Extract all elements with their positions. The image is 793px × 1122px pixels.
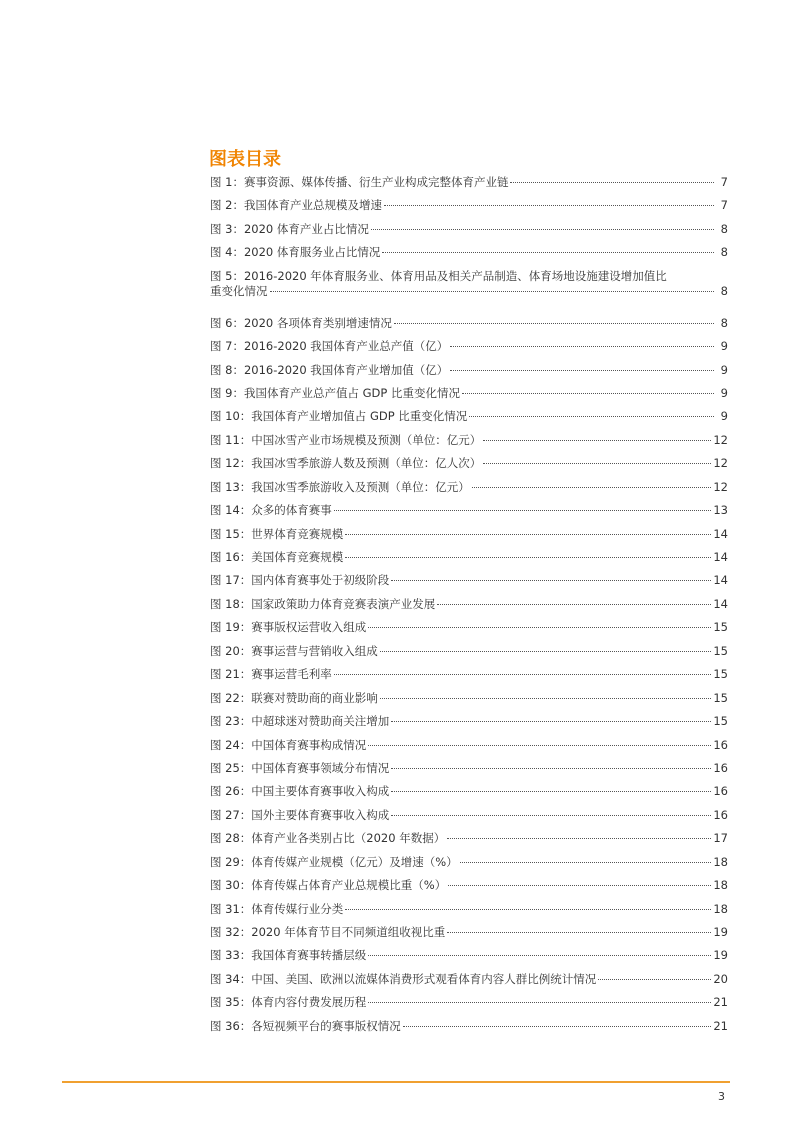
toc-entry[interactable]: [210, 738, 728, 761]
dot-leader: [391, 814, 711, 816]
toc-entry-label-continued: 重变化情况: [210, 283, 268, 298]
toc-entry-label: 图 12：我国冰雪季旅游人数及预测（单位：亿人次）: [210, 456, 482, 471]
toc-entry[interactable]: [210, 644, 728, 667]
toc-entry-label: 图 2：我国体育产业总规模及增速: [210, 198, 382, 213]
dot-leader: [447, 931, 711, 933]
toc-entry-label: 图 8：2016-2020 我国体育产业增加值（亿）: [210, 362, 449, 377]
dot-leader: [598, 978, 711, 980]
dot-leader: [448, 884, 711, 886]
toc-entry[interactable]: [210, 550, 728, 573]
toc-entry[interactable]: [210, 948, 728, 971]
toc-entry-label: 图 30：体育传媒占体育产业总规模比重（%）: [210, 878, 447, 893]
toc-entry-label: 图 16：美国体育竞赛规模: [210, 550, 344, 565]
toc-entry-label: 图 15：世界体育竞赛规模: [210, 526, 344, 541]
toc-entry-page: 8: [720, 221, 728, 236]
toc-entry-label: 图 22：联赛对赞助商的商业影响: [210, 690, 378, 705]
toc-entry-label: 图 13：我国冰雪季旅游收入及预测（单位：亿元）: [210, 479, 470, 494]
toc-entry[interactable]: [210, 316, 728, 339]
toc-entry[interactable]: [210, 878, 728, 901]
toc-entry-label: 图 18：国家政策助力体育竞赛表演产业发展: [210, 596, 436, 611]
toc-entry-page: 12: [713, 456, 728, 471]
toc-entry[interactable]: [210, 339, 728, 362]
dot-leader: [450, 345, 714, 347]
toc-entry-page: 8: [720, 245, 728, 260]
toc-entry-page: 8: [720, 283, 728, 298]
toc-entry-label: 图 5：2016-2020 年体育服务业、体育用品及相关产品制造、体育场地设施建设增加值比: [210, 268, 667, 283]
dot-leader: [391, 767, 711, 769]
dot-leader: [382, 251, 714, 253]
toc-entry[interactable]: [210, 925, 728, 948]
toc-entry[interactable]: [210, 1019, 728, 1042]
toc-entry[interactable]: [210, 503, 728, 526]
toc-entry-label: 图 34：中国、美国、欧洲以流媒体消费形式观看体育内容人群比例统计情况: [210, 971, 597, 986]
toc-entry-page: 14: [713, 596, 728, 611]
toc-entry-page: 17: [713, 831, 728, 846]
toc-entry-page: 9: [720, 339, 728, 354]
toc-entry-page: 19: [713, 948, 728, 963]
dot-leader: [483, 439, 711, 441]
toc-entry-page: 8: [720, 315, 728, 330]
toc-entry-label: 图 23：中超球迷对赞助商关注增加: [210, 714, 390, 729]
toc-entry[interactable]: [210, 691, 728, 714]
toc-entry-page: 18: [713, 901, 728, 916]
toc-entry-label: 图 19：赛事版权运营收入组成: [210, 620, 367, 635]
toc-entry[interactable]: [210, 808, 728, 831]
toc-entry-label: 图 35：体育内容付费发展历程: [210, 995, 367, 1010]
dot-leader: [334, 673, 712, 675]
toc-entry-page: 15: [713, 667, 728, 682]
toc-entry[interactable]: [210, 995, 728, 1018]
toc-entry[interactable]: [210, 620, 728, 643]
toc-entry-page: 14: [713, 526, 728, 541]
dot-leader: [345, 533, 711, 535]
toc-entry-page: 16: [713, 784, 728, 799]
toc-entry[interactable]: [210, 573, 728, 596]
toc-entry-page: 12: [713, 432, 728, 447]
dot-leader: [510, 181, 714, 183]
toc-entry-page: 16: [713, 737, 728, 752]
toc-entry-page: 15: [713, 714, 728, 729]
toc-entry-label: 图 17：国内体育赛事处于初级阶段: [210, 573, 390, 588]
dot-leader: [391, 720, 711, 722]
toc-entry[interactable]: [210, 597, 728, 620]
dot-leader: [472, 486, 712, 488]
toc-entry[interactable]: [210, 269, 728, 308]
toc-entry-label: 图 21：赛事运营毛利率: [210, 667, 332, 682]
toc-entry-label: 图 32：2020 年体育节目不同频道组收视比重: [210, 925, 446, 940]
toc-entry-page: 15: [713, 690, 728, 705]
toc-entry-label: 图 14：众多的体育赛事: [210, 503, 332, 518]
dot-leader: [345, 908, 711, 910]
dot-leader: [460, 861, 712, 863]
toc-entry-label: 图 31：体育传媒行业分类: [210, 901, 344, 916]
toc-entry-label: 图 6：2020 各项体育类别增速情况: [210, 315, 392, 330]
toc-entry-label: 图 25：中国体育赛事领域分布情况: [210, 760, 390, 775]
dot-leader: [380, 650, 712, 652]
dot-leader: [380, 697, 712, 699]
toc-entry-label: 图 4：2020 体育服务业占比情况: [210, 245, 381, 260]
toc-entry[interactable]: [210, 409, 728, 432]
toc-entry-label: 图 20：赛事运营与营销收入组成: [210, 643, 378, 658]
toc-entry[interactable]: [210, 714, 728, 737]
toc-entry-page: 14: [713, 550, 728, 565]
toc-entry-page: 16: [713, 760, 728, 775]
toc-entry-page: 13: [713, 503, 728, 518]
toc-entry[interactable]: [210, 972, 728, 995]
dot-leader: [371, 228, 714, 230]
toc-entry[interactable]: [210, 831, 728, 854]
toc-entry-page: 15: [713, 620, 728, 635]
dot-leader: [469, 415, 714, 417]
toc-entry-page: 16: [713, 807, 728, 822]
dot-leader: [368, 626, 711, 628]
toc-entry-label: 图 1：赛事资源、媒体传播、衍生产业构成完整体育产业链: [210, 175, 509, 189]
toc-entry-label: 图 33：我国体育赛事转播层级: [210, 948, 367, 963]
toc-entry[interactable]: [210, 363, 728, 386]
toc-entry[interactable]: [210, 855, 728, 878]
toc-entry-page: 15: [713, 643, 728, 658]
toc-entry-label: 图 10：我国体育产业增加值占 GDP 比重变化情况: [210, 409, 468, 424]
toc-entry-label: 图 28：体育产业各类别占比（2020 年数据）: [210, 831, 446, 846]
dot-leader: [483, 462, 711, 464]
toc-entry[interactable]: [210, 667, 728, 690]
toc-entry[interactable]: [210, 784, 728, 807]
dot-leader: [391, 790, 711, 792]
toc-entry-label: 图 27：国外主要体育赛事收入构成: [210, 807, 390, 822]
toc-entry-label: 图 3：2020 体育产业占比情况: [210, 221, 369, 236]
dot-leader: [403, 1025, 712, 1027]
toc-entry-page: 9: [720, 385, 728, 400]
toc-entry-page: 12: [713, 479, 728, 494]
toc-entry-page: 7: [720, 198, 728, 213]
dot-leader: [270, 290, 715, 292]
dot-leader: [368, 954, 711, 956]
toc-entry-page: 7: [720, 175, 728, 189]
toc-entry-page: 18: [713, 854, 728, 869]
footer-rule: [62, 1081, 730, 1083]
toc-entry-page: 14: [713, 573, 728, 588]
dot-leader: [384, 204, 714, 206]
dot-leader: [345, 556, 711, 558]
toc-entry-label: 图 26：中国主要体育赛事收入构成: [210, 784, 390, 799]
dot-leader: [437, 603, 711, 605]
toc-entry[interactable]: [210, 222, 728, 245]
dot-leader: [447, 837, 711, 839]
toc-entry-label: 图 36：各短视频平台的赛事版权情况: [210, 1018, 401, 1033]
dot-leader: [462, 392, 714, 394]
toc-entry[interactable]: [210, 761, 728, 784]
page-number: 3: [718, 1090, 725, 1103]
toc-entry[interactable]: [210, 902, 728, 925]
figure-list: [210, 175, 728, 1042]
toc-entry-page: 9: [720, 362, 728, 377]
toc-entry-label: 图 29：体育传媒产业规模（亿元）及增速（%）: [210, 854, 458, 869]
toc-entry[interactable]: [210, 433, 728, 456]
dot-leader: [368, 744, 711, 746]
toc-entry[interactable]: [210, 175, 728, 198]
toc-entry[interactable]: [210, 245, 728, 268]
toc-entry-label: 图 7：2016-2020 我国体育产业总产值（亿）: [210, 339, 449, 354]
toc-entry-page: 9: [720, 409, 728, 424]
toc-entry-label: 图 9：我国体育产业总产值占 GDP 比重变化情况: [210, 385, 460, 400]
toc-entry-page: 20: [713, 971, 728, 986]
dot-leader: [368, 1001, 711, 1003]
toc-entry-label: 图 11：中国冰雪产业市场规模及预测（单位：亿元）: [210, 432, 482, 447]
toc-entry[interactable]: [210, 198, 728, 221]
toc-entry-page: 21: [713, 995, 728, 1010]
dot-leader: [334, 509, 712, 511]
toc-entry-page: 19: [713, 925, 728, 940]
toc-title: 图表目录: [209, 149, 281, 170]
toc-entry[interactable]: [210, 527, 728, 550]
dot-leader: [394, 322, 714, 324]
toc-entry[interactable]: [210, 480, 728, 503]
toc-entry-page: 21: [713, 1018, 728, 1033]
dot-leader: [450, 369, 714, 371]
dot-leader: [391, 579, 711, 581]
toc-entry[interactable]: [210, 456, 728, 479]
toc-entry-page: 18: [713, 878, 728, 893]
toc-entry-label: 图 24：中国体育赛事构成情况: [210, 737, 367, 752]
toc-entry[interactable]: [210, 386, 728, 409]
